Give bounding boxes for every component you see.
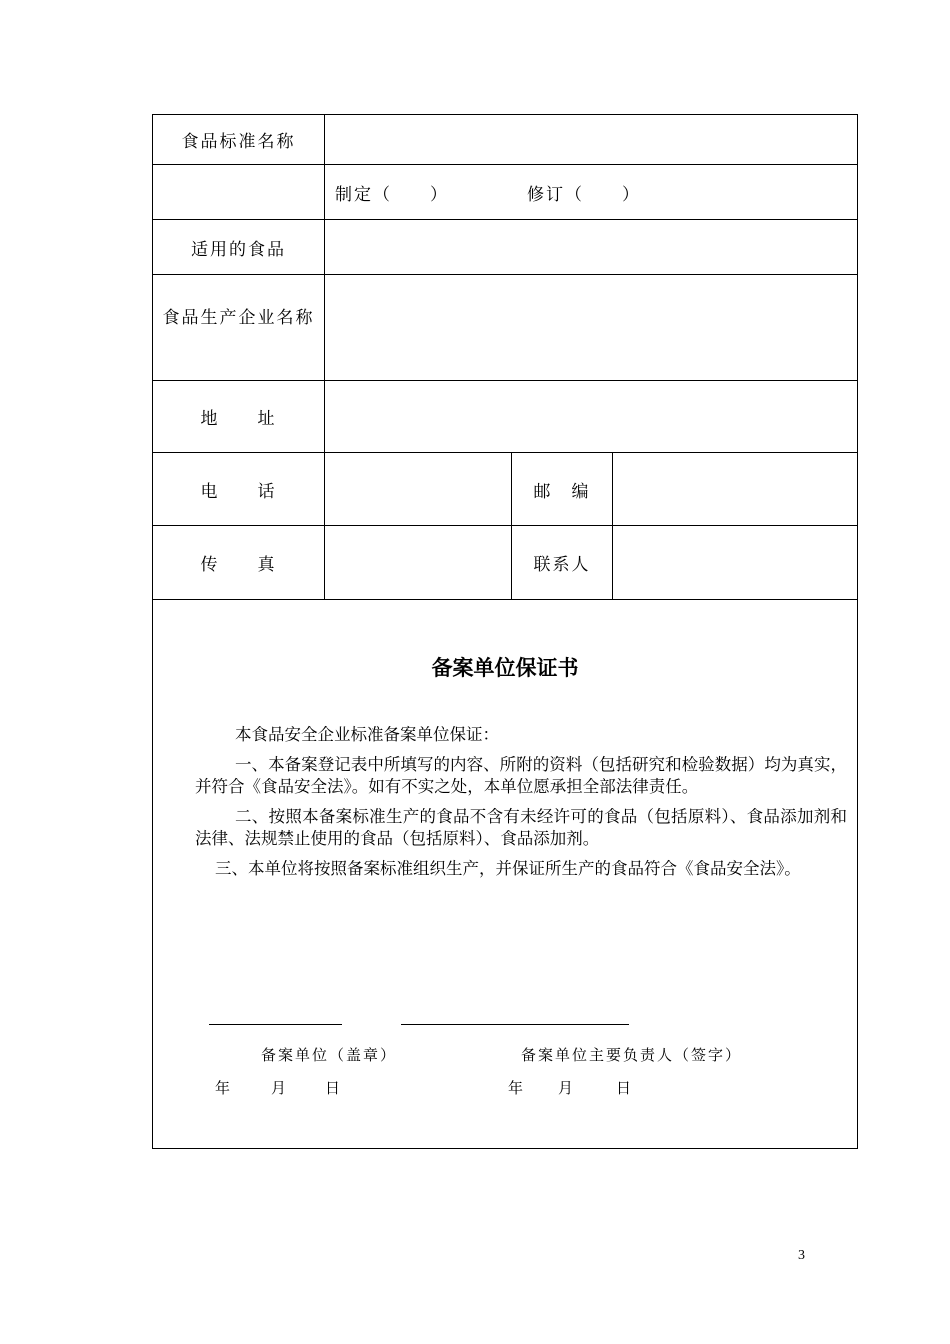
head-signature-line[interactable] [401, 1024, 629, 1025]
unit-seal-label: 备案单位（盖章） [261, 1046, 398, 1064]
phone-label: 电 话 [153, 453, 325, 526]
pledge-body [195, 724, 847, 888]
revise-option[interactable]: 修订（ ） [527, 184, 641, 205]
company-name-label: 食品生产企业名称 [153, 275, 325, 381]
unit-date-day: 日 [325, 1079, 341, 1097]
page-number: 3 [798, 1248, 805, 1263]
food-standard-name-field[interactable] [325, 115, 858, 165]
address-field[interactable] [325, 381, 858, 453]
pledge-section [153, 600, 858, 1149]
applicable-food-label: 适用的食品 [153, 220, 325, 275]
fax-field[interactable] [325, 526, 512, 600]
pledge-intro: 本食品安全企业标准备案单位保证： [235, 725, 499, 744]
empty-cell [153, 165, 325, 220]
postcode-label: 邮 编 [512, 453, 613, 526]
unit-date-month: 月 [271, 1079, 287, 1097]
unit-date-year: 年 [215, 1079, 231, 1097]
registration-form-table [152, 114, 858, 1149]
pledge-clause-2: 二、按照本备案标准生产的食品不含有未经许可的食品（包括原料）、食品添加剂和法律、法规禁止使用的食品（包括原料）、食品添加剂。 [195, 807, 848, 848]
head-signature-label: 备案单位主要负责人（签字） [521, 1046, 743, 1064]
formulate-option[interactable]: 制定（ ） [335, 184, 449, 205]
pledge-clause-3: 三、本单位将按照备案标准组织生产，并保证所生产的食品符合《食品安全法》。 [215, 859, 801, 878]
head-date-day: 日 [616, 1079, 632, 1097]
contact-field[interactable] [613, 526, 858, 600]
fax-label: 传 真 [153, 526, 325, 600]
pledge-title: 备案单位保证书 [431, 656, 579, 680]
unit-signature-line[interactable] [209, 1024, 342, 1025]
contact-label: 联系人 [512, 526, 613, 600]
applicable-food-field[interactable] [325, 220, 858, 275]
company-name-field[interactable] [325, 275, 858, 381]
standard-type-cell [325, 165, 858, 220]
head-date-year: 年 [508, 1079, 524, 1097]
pledge-clause-1: 一、本备案登记表中所填写的内容、所附的资料（包括研究和检验数据）均为真实，并符合《食品安全法》。如有不实之处，本单位愿承担全部法律责任。 [195, 755, 848, 796]
address-label: 地 址 [153, 381, 325, 453]
head-date-month: 月 [558, 1079, 574, 1097]
food-standard-name-label: 食品标准名称 [153, 115, 325, 165]
postcode-field[interactable] [613, 453, 858, 526]
phone-field[interactable] [325, 453, 512, 526]
